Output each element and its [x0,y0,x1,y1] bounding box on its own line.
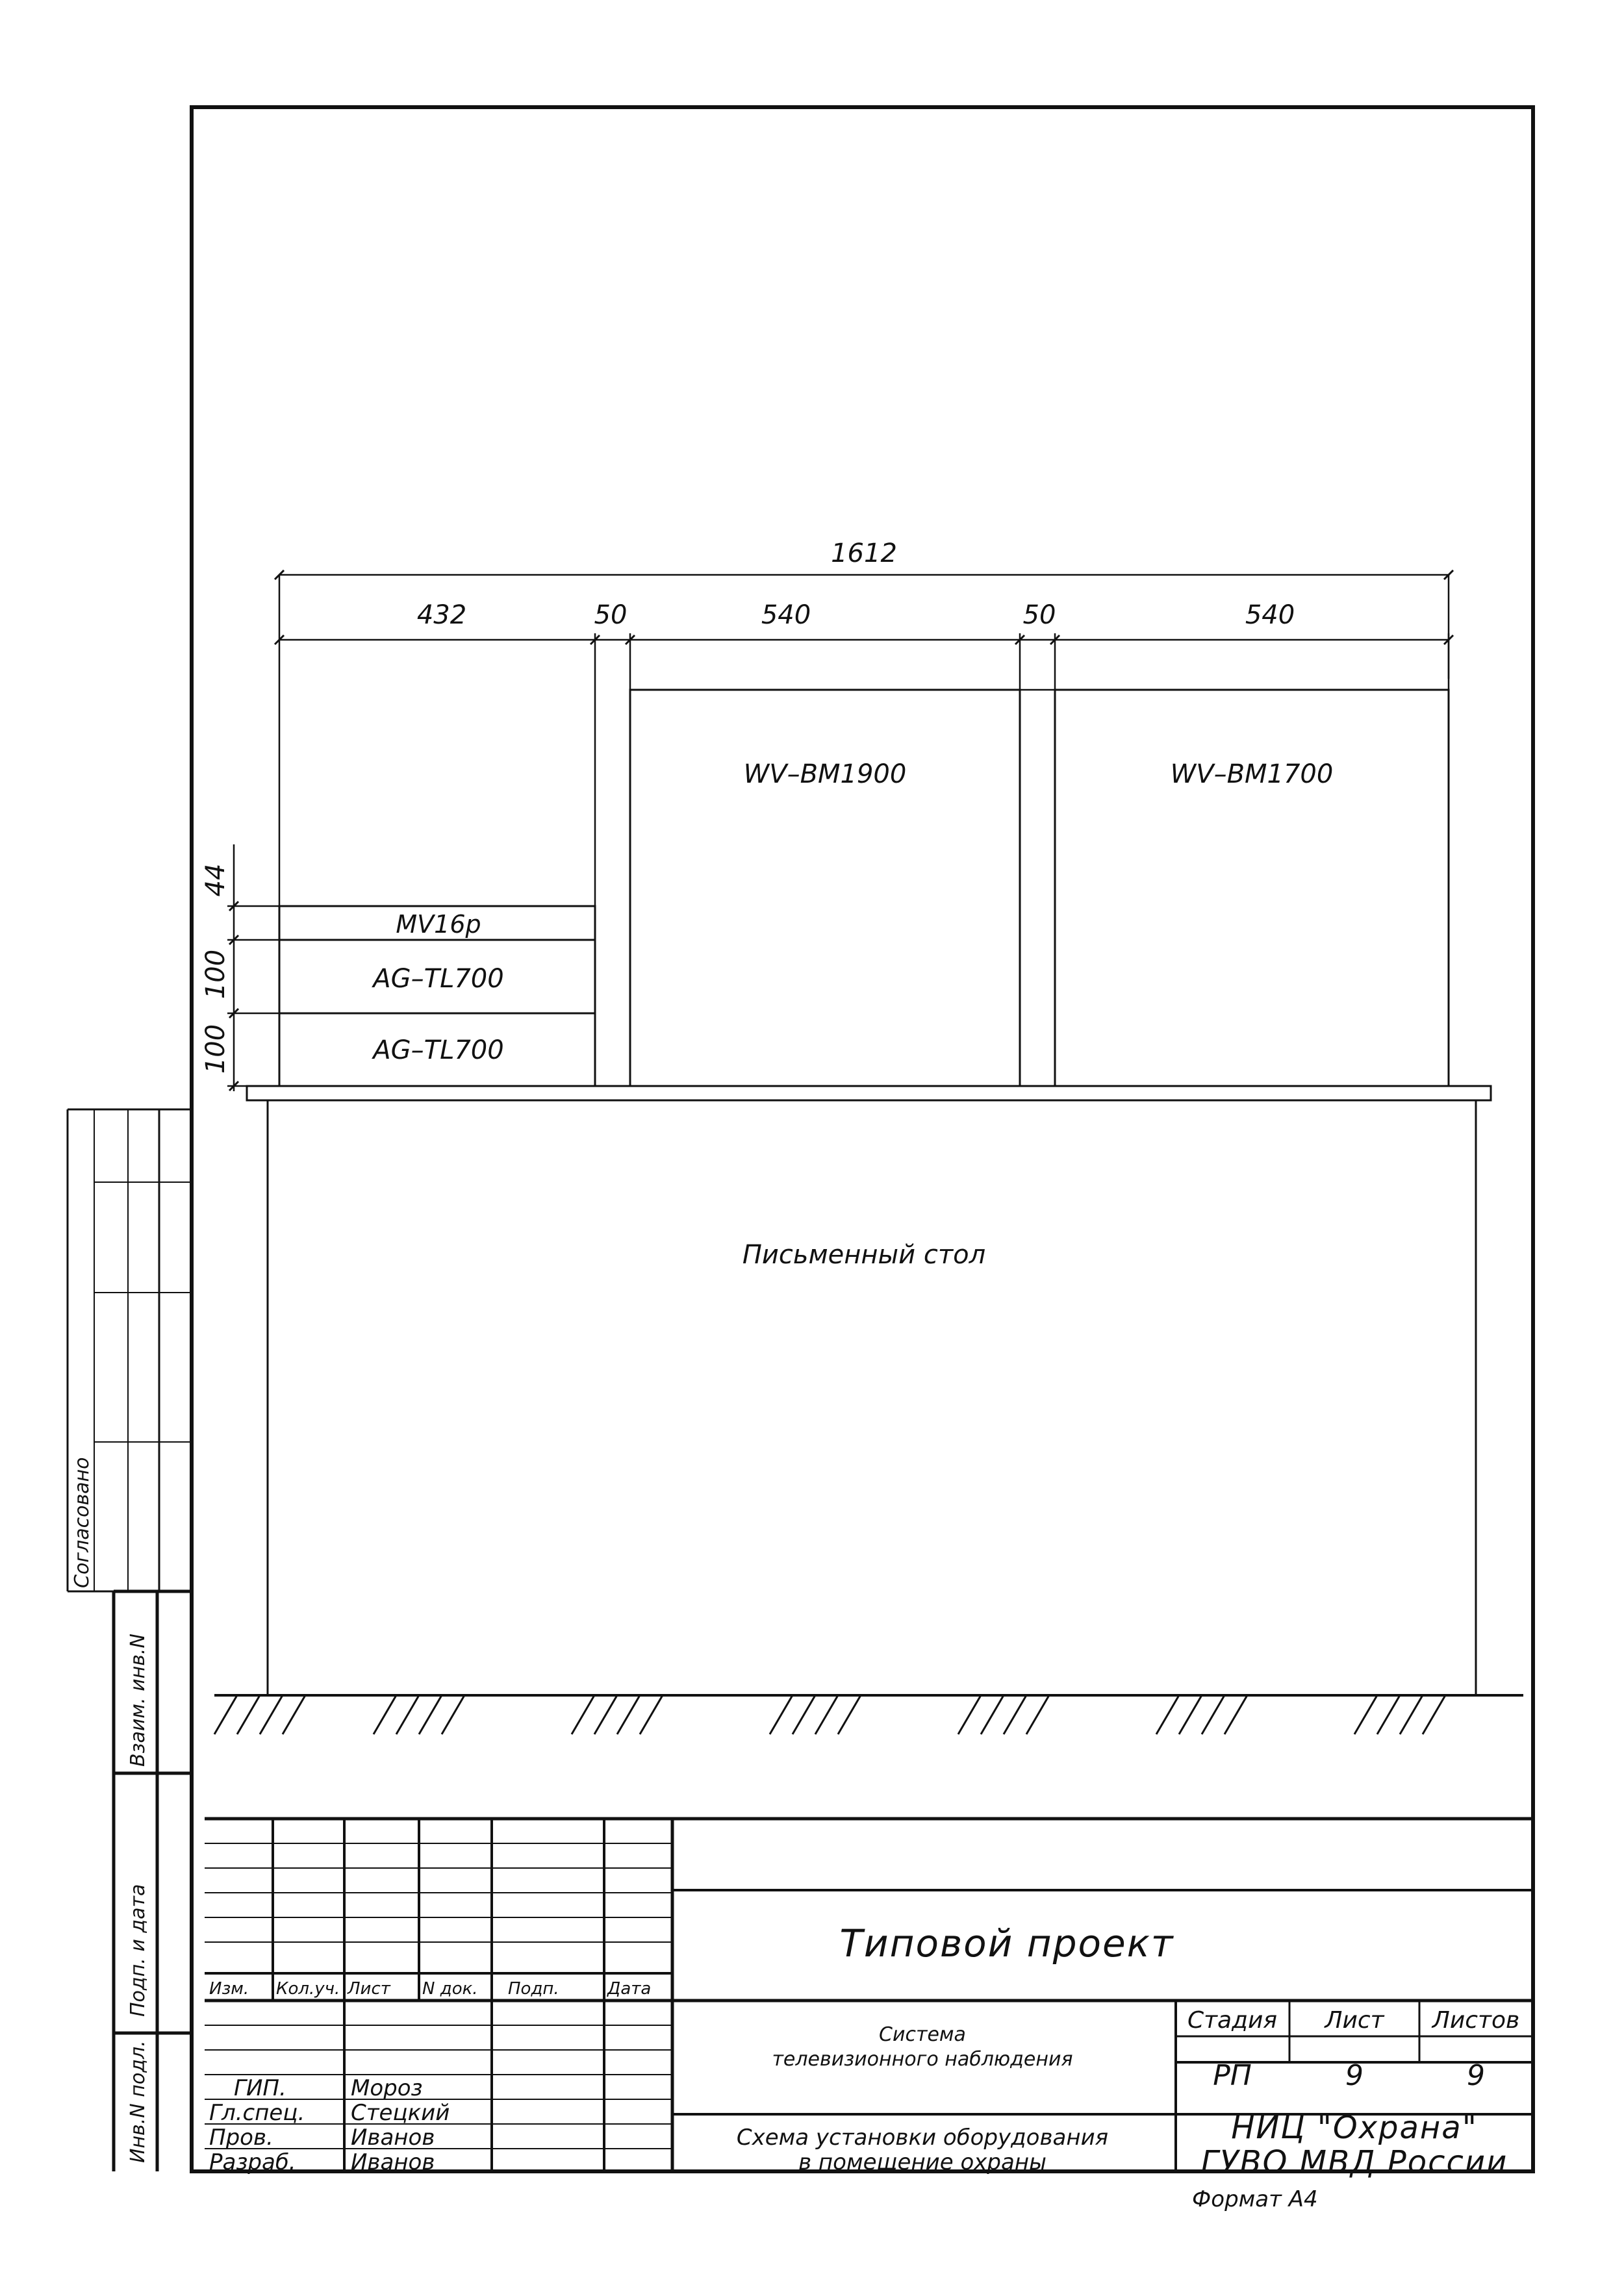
recorder-1-label: AG–TL700 [373,964,504,994]
swap-inv-label: Взаим. инв.N [127,1634,149,1767]
desk [247,1086,1491,1695]
stage-value: РП [1213,2059,1252,2092]
equipment-outlines [279,690,1449,1086]
multiplexer-label: MV16р [396,910,481,939]
monitor-2-label: WV–BM1700 [1170,759,1334,789]
header-change: Изм. [209,1979,249,1999]
agreed-label: Согласовано [71,1457,94,1588]
dimension-50-right: 50 [1022,600,1056,630]
desk-label: Письменный стол [742,1240,986,1270]
sheets-header: Листов [1432,2007,1520,2034]
floor-hatching [214,1695,1523,1734]
system-line-1: Система [879,2023,966,2046]
header-signature: Подп. [508,1979,559,1999]
name-checked: Иванов [351,2125,435,2151]
scheme-line-1: Схема установки оборудования [736,2125,1109,2151]
role-chief-specialist: Гл.спец. [209,2100,305,2126]
header-sheet: Лист [348,1979,390,1999]
name-developed: Иванов [351,2149,435,2175]
sheet-frame [192,107,1533,2171]
format-label: Формат А4 [1192,2186,1318,2212]
sheets-value: 9 [1467,2059,1485,2092]
dimension-44: 44 [201,863,231,897]
inv-orig-label: Инв.N подл. [127,2040,149,2163]
header-count: Кол.уч. [276,1979,340,1999]
header-doc-number: N док. [422,1979,478,1999]
project-title: Типовой проект [839,1921,1174,1965]
name-chief-specialist: Стецкий [351,2100,450,2126]
role-chief-engineer: ГИП. [234,2075,286,2101]
dimension-540-left: 540 [761,600,811,630]
dimension-100-lower: 100 [201,1024,231,1074]
recorder-2-label: AG–TL700 [373,1035,504,1065]
stage-header: Стадия [1187,2007,1278,2034]
dimension-overall: 1612 [831,538,897,568]
monitor-1-label: WV–BM1900 [743,759,907,789]
dimension-540-right: 540 [1245,600,1295,630]
org-line-2: ГУВО МВД России [1200,2144,1508,2180]
sign-date-label: Подп. и дата [127,1884,149,2017]
role-checked: Пров. [209,2125,273,2151]
dimension-50-left: 50 [594,600,628,630]
role-developed: Разраб. [209,2149,296,2175]
org-line-1: НИЦ "Охрана" [1231,2110,1478,2146]
dimension-100-upper: 100 [201,949,231,1000]
dimension-432: 432 [416,600,467,630]
scheme-line-2: в помещение охраны [798,2149,1047,2175]
system-line-2: телевизионного наблюдения [772,2048,1073,2071]
sheet-value: 9 [1345,2059,1364,2092]
header-date: Дата [607,1979,652,1999]
left-stamp-columns [114,1591,192,2171]
name-chief-engineer: Мороз [351,2075,423,2101]
dimension-ticks [229,635,1453,1091]
sheet-header: Лист [1325,2007,1384,2034]
